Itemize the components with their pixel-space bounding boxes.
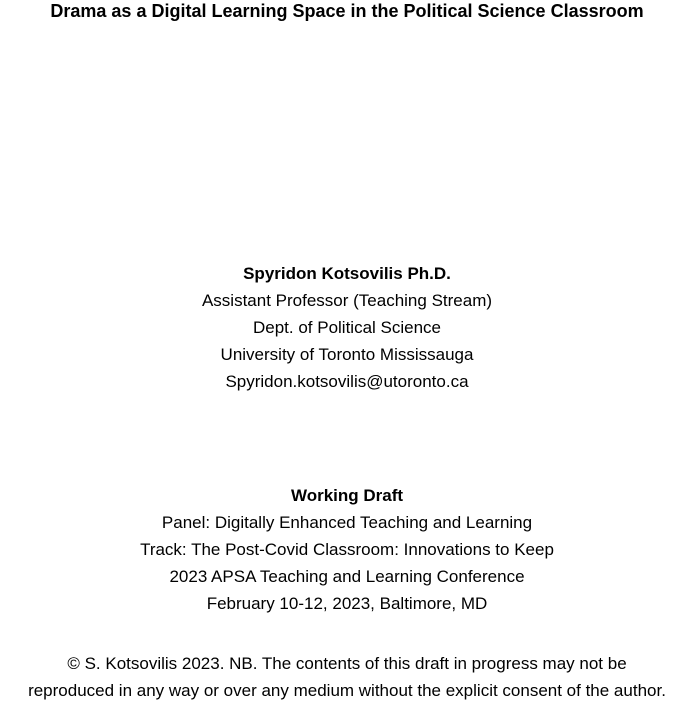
paper-title: Drama as a Digital Learning Space in the Political Science Classroom [50,1,644,21]
copyright-notice [0,650,694,704]
draft-heading: Working Draft [290,486,404,505]
author-department: Dept. of Political Science [252,318,442,337]
author-email: Spyridon.kotsovilis@utoronto.ca [225,372,469,391]
draft-panel: Panel: Digitally Enhanced Teaching and Learning [161,513,533,532]
author-block [0,260,694,395]
copyright-line-2: reproduced in any way or over any medium without the explicit consent of the author. [28,681,666,700]
author-institution: University of Toronto Mississauga [220,345,474,364]
author-position: Assistant Professor (Teaching Stream) [201,291,493,310]
author-name: Spyridon Kotsovilis Ph.D. [243,264,451,283]
draft-dates: February 10-12, 2023, Baltimore, MD [206,594,488,613]
copyright-line-1: © S. Kotsovilis 2023. NB. The contents of this draft in progress may not be [67,654,627,673]
draft-track: Track: The Post-Covid Classroom: Innovations to Keep [140,540,554,559]
draft-conference: 2023 APSA Teaching and Learning Conference [169,567,525,586]
draft-block [0,482,694,617]
